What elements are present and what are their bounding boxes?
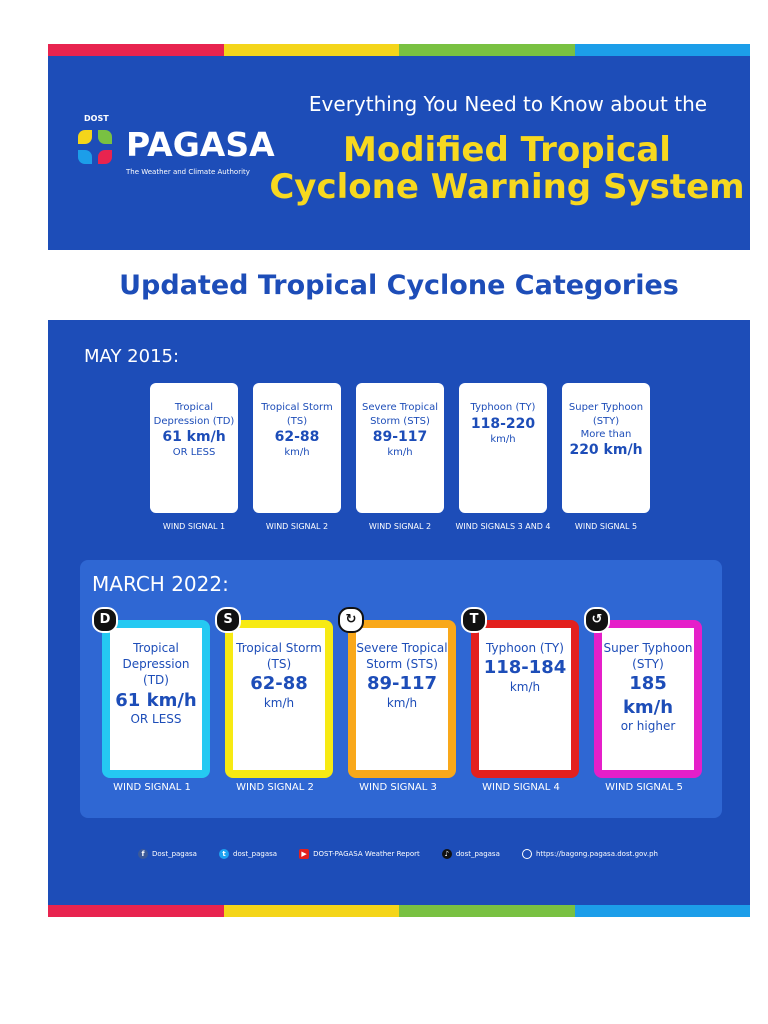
wind-signal-label: WIND SIGNAL 5 bbox=[605, 782, 683, 793]
category-speed: 89-117 bbox=[366, 673, 438, 695]
tiktok-handle: dost_pagasa bbox=[455, 850, 500, 858]
youtube-channel: DOST-PAGASA Weather Report bbox=[313, 850, 420, 858]
category-unit: More than bbox=[580, 429, 632, 440]
agency-tagline: The Weather and Climate Authority bbox=[126, 168, 250, 176]
category-unit: OR LESS bbox=[130, 711, 182, 726]
wind-signal-label: WIND SIGNAL 2 bbox=[368, 522, 432, 531]
category-card bbox=[356, 383, 444, 513]
stripe-yellow bbox=[224, 44, 400, 56]
storm-swirl-icon: ↻ bbox=[338, 607, 364, 633]
section-band bbox=[48, 250, 750, 320]
category-card bbox=[562, 383, 650, 513]
category-name: Tropical Storm (TS) bbox=[261, 402, 333, 427]
category-name: Super Typhoon (STY) bbox=[568, 402, 644, 427]
category-card bbox=[348, 620, 456, 778]
category-speed: 61 km/h bbox=[162, 429, 226, 445]
wind-signal-label: WIND SIGNAL 5 bbox=[574, 522, 638, 531]
category-speed: 62-88 bbox=[250, 673, 308, 695]
stripe-green bbox=[399, 44, 575, 56]
ts-badge-icon: S bbox=[215, 607, 241, 633]
website-url: https://bagong.pagasa.dost.gov.ph bbox=[535, 850, 658, 858]
twitter-link[interactable] bbox=[219, 849, 277, 859]
twitter-icon: t bbox=[219, 849, 229, 859]
td-badge-icon: D bbox=[92, 607, 118, 633]
twitter-handle: dost_pagasa bbox=[233, 850, 278, 858]
wind-signal-label: WIND SIGNAL 1 bbox=[113, 782, 191, 793]
category-speed: 185 km/h bbox=[622, 673, 674, 718]
march-2022-label: MARCH 2022: bbox=[92, 572, 229, 596]
wind-signal-label: WIND SIGNALS 3 AND 4 bbox=[455, 522, 551, 531]
tiktok-icon: ♪ bbox=[442, 849, 452, 859]
category-card bbox=[150, 383, 238, 513]
header-kicker: Everything You Need to Know about the bbox=[308, 92, 708, 116]
tiktok-link[interactable] bbox=[442, 849, 500, 859]
category-name: Typhoon (TY) bbox=[470, 402, 536, 413]
category-card bbox=[102, 620, 210, 778]
typhoon-swirl-icon: ↺ bbox=[584, 607, 610, 633]
youtube-link[interactable] bbox=[299, 849, 420, 859]
stripe-red bbox=[48, 905, 224, 917]
wind-signal-label: WIND SIGNAL 4 bbox=[482, 782, 560, 793]
website-link[interactable] bbox=[522, 849, 658, 859]
stripe-blue bbox=[575, 44, 751, 56]
category-unit: km/h bbox=[509, 679, 541, 694]
stripe-green bbox=[399, 905, 575, 917]
category-card bbox=[471, 620, 579, 778]
category-name: Tropical Depression (TD) bbox=[122, 641, 190, 688]
may-2015-label: MAY 2015: bbox=[84, 346, 180, 367]
category-card bbox=[594, 620, 702, 778]
category-card bbox=[459, 383, 547, 513]
youtube-icon: ▶ bbox=[299, 849, 309, 859]
stripe-blue bbox=[575, 905, 751, 917]
pagasa-logo-icon bbox=[78, 130, 118, 170]
category-name: Tropical Storm (TS) bbox=[236, 641, 322, 672]
category-speed: 89-117 bbox=[372, 429, 428, 445]
category-unit: or higher bbox=[620, 719, 676, 734]
category-card bbox=[253, 383, 341, 513]
category-speed: 62-88 bbox=[274, 429, 320, 445]
category-name: Typhoon (TY) bbox=[486, 641, 564, 655]
facebook-link[interactable] bbox=[138, 849, 197, 859]
page-title: Modified Tropical Cyclone Warning System bbox=[269, 130, 745, 208]
ty-badge-icon: T bbox=[461, 607, 487, 633]
category-name: Super Typhoon (STY) bbox=[603, 641, 693, 672]
agency-name: PAGASA bbox=[126, 125, 275, 164]
category-speed: 61 km/h bbox=[115, 689, 197, 711]
wind-signal-label: WIND SIGNAL 2 bbox=[236, 782, 314, 793]
pagasa-logo bbox=[76, 114, 275, 184]
category-unit: km/h bbox=[387, 447, 413, 459]
category-unit: km/h bbox=[263, 695, 295, 710]
stripe-yellow bbox=[224, 905, 400, 917]
section-title: Updated Tropical Cyclone Categories bbox=[119, 270, 679, 301]
category-speed: 220 km/h bbox=[569, 442, 643, 458]
category-name: Severe Tropical Storm (STS) bbox=[362, 402, 438, 427]
category-speed: 118-184 bbox=[483, 657, 567, 679]
category-card bbox=[225, 620, 333, 778]
dost-label: DOST bbox=[84, 114, 109, 123]
category-unit: OR LESS bbox=[172, 447, 216, 459]
category-speed: 118-220 bbox=[470, 415, 536, 432]
facebook-icon: f bbox=[138, 849, 148, 859]
wind-signal-label: WIND SIGNAL 3 bbox=[359, 782, 437, 793]
category-unit: km/h bbox=[386, 695, 418, 710]
color-stripe-top bbox=[48, 44, 750, 56]
wind-signal-label: WIND SIGNAL 1 bbox=[162, 522, 226, 531]
category-name: Tropical Depression (TD) bbox=[153, 402, 235, 427]
color-stripe-bottom bbox=[48, 905, 750, 917]
category-unit: km/h bbox=[284, 447, 310, 459]
category-unit: km/h bbox=[490, 433, 516, 445]
category-name: Severe Tropical Storm (STS) bbox=[356, 641, 448, 672]
social-footer bbox=[138, 849, 658, 859]
wind-signal-label: WIND SIGNAL 2 bbox=[265, 522, 329, 531]
infographic-poster bbox=[48, 44, 750, 917]
facebook-handle: Dost_pagasa bbox=[152, 850, 197, 858]
globe-icon bbox=[522, 849, 532, 859]
stripe-red bbox=[48, 44, 224, 56]
